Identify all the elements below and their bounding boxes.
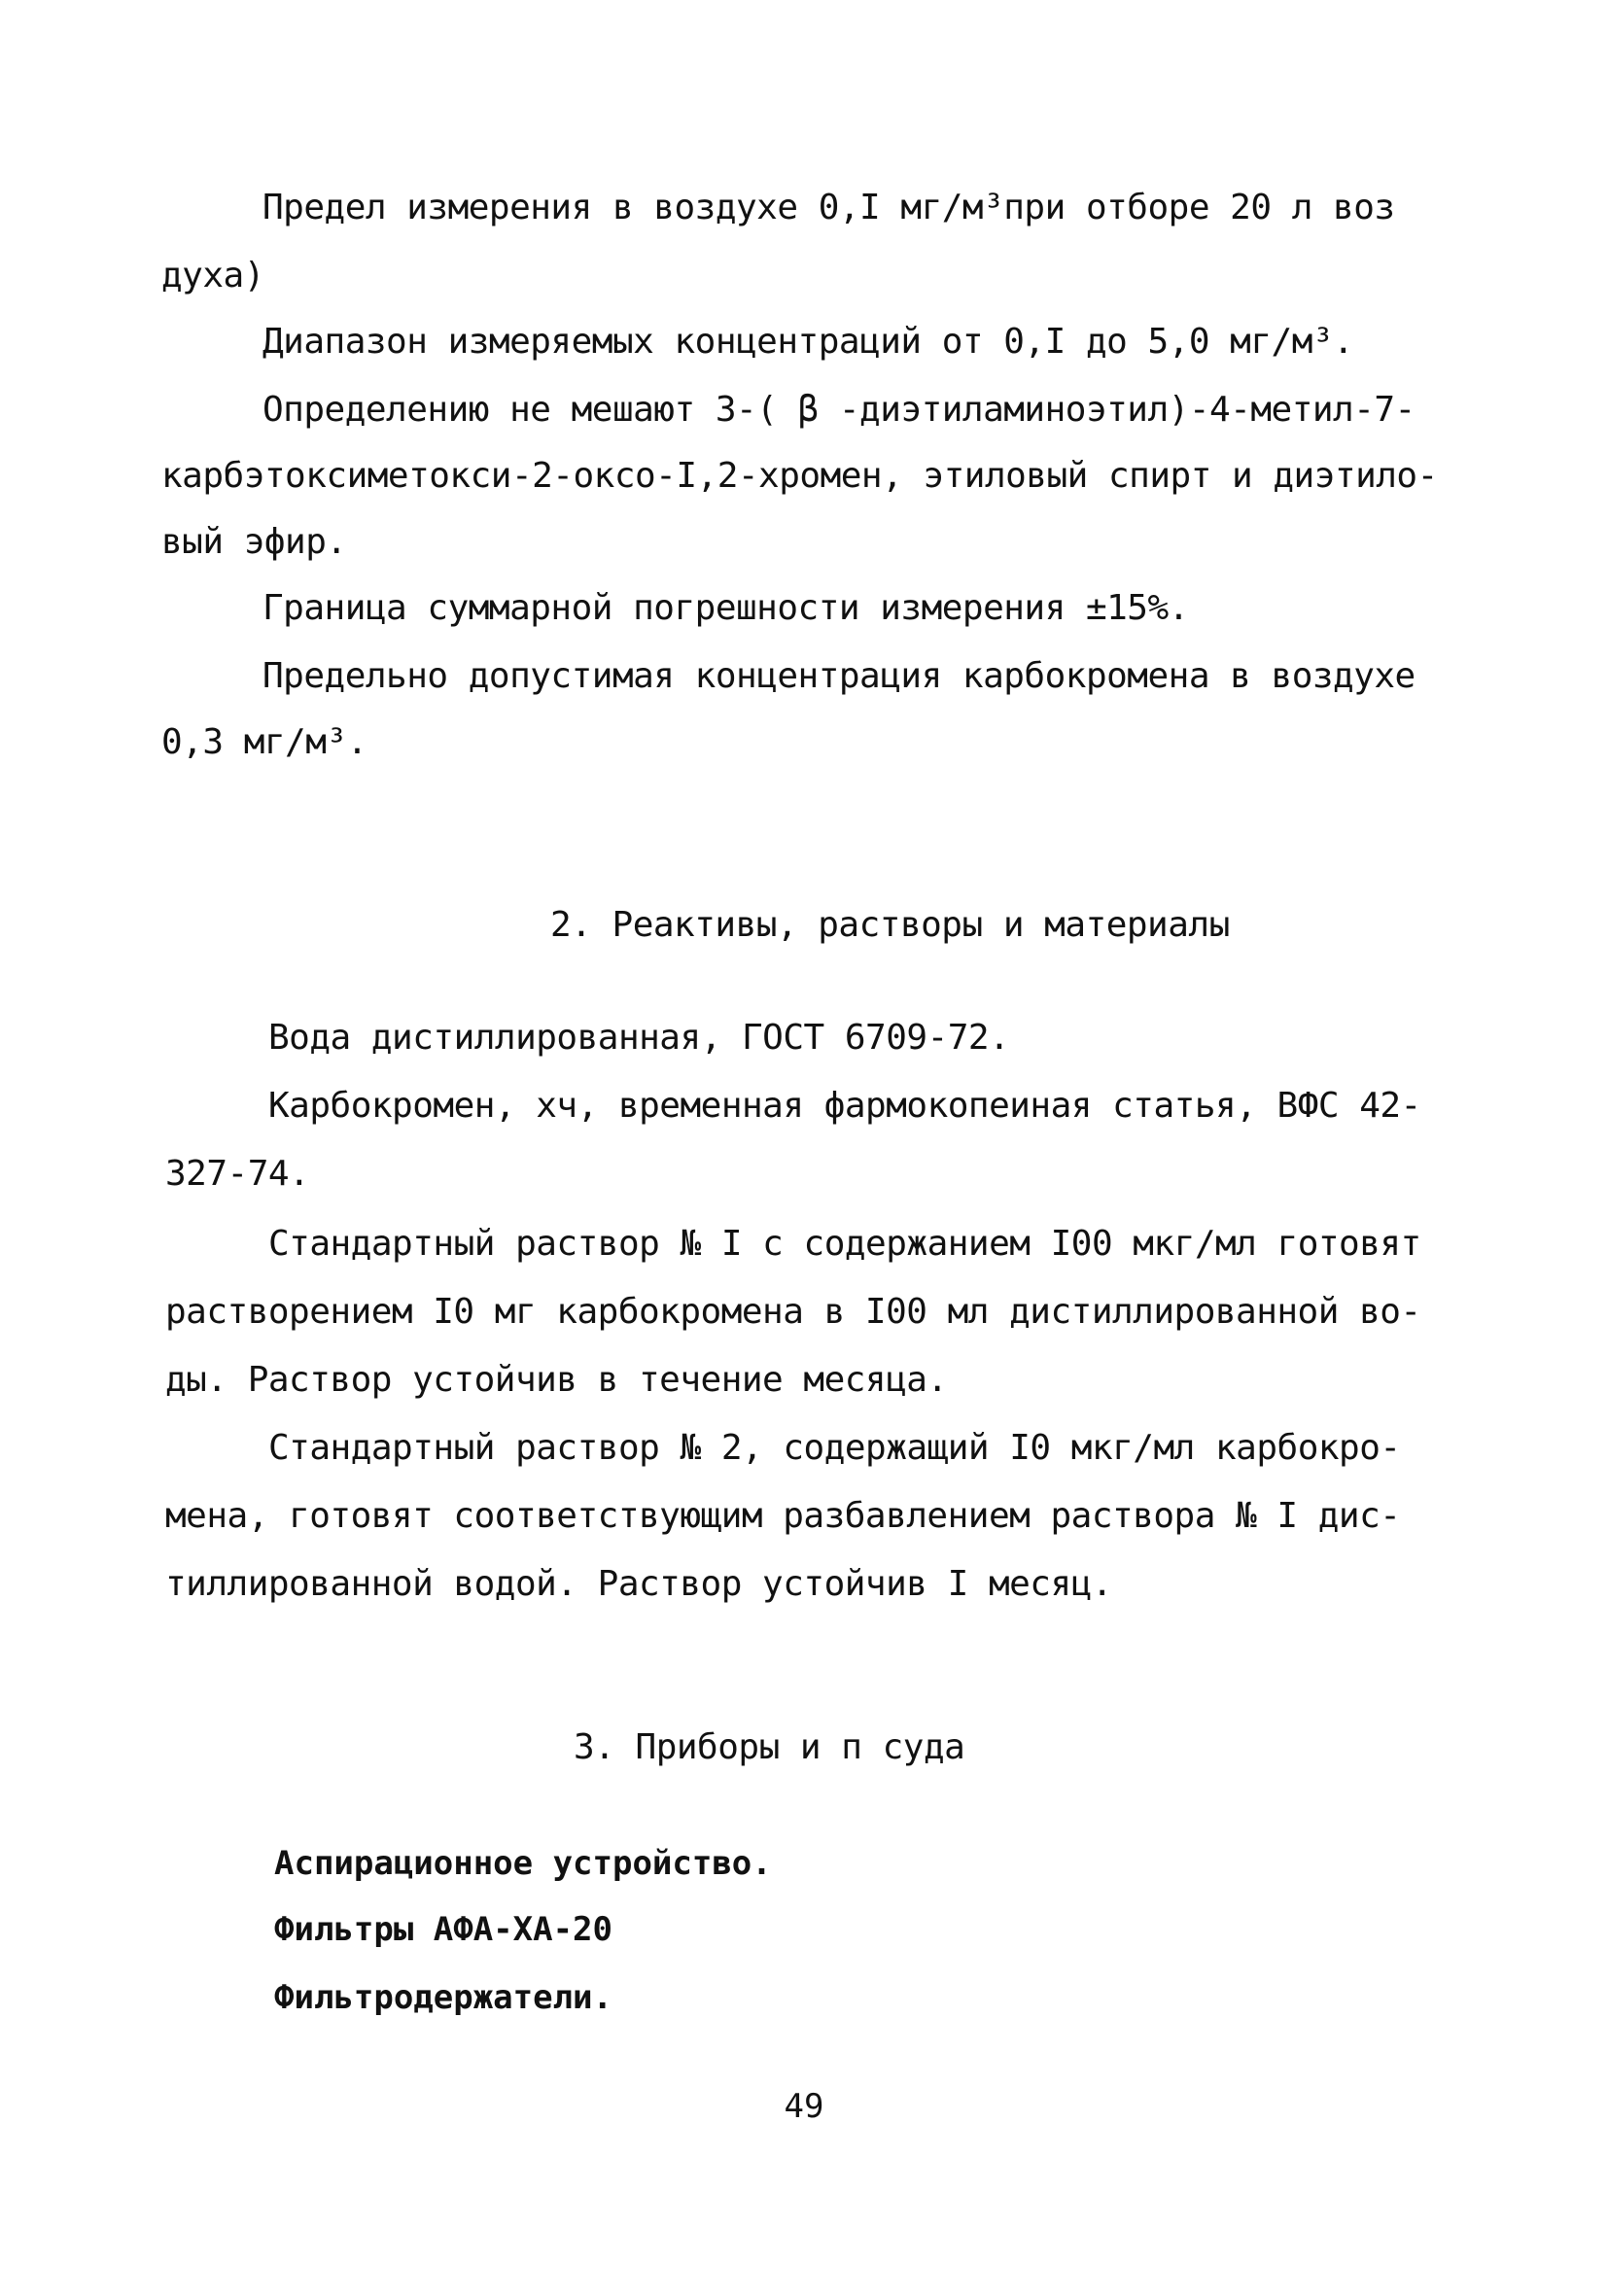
text-line: Предельно допустимая концентрация карбокромена в воздухе	[262, 656, 1416, 696]
text-line: 327-74.	[165, 1154, 310, 1194]
text-line: Граница суммарной погрешности измерения ±15%.	[262, 588, 1189, 628]
section-heading: 2. Реактивы, растворы и материалы	[550, 905, 1230, 945]
text-line: мена, готовят соответствующим разбавлением раствора № I дис-	[165, 1496, 1401, 1536]
text-line: тиллированной водой. Раствор устойчив I месяц.	[165, 1564, 1112, 1604]
text-line: Стандартный раствор № 2, содержащий I0 мкг/мл карбокро-	[268, 1428, 1401, 1468]
text-line: карбэтоксиметокси-2-оксо-I,2-хромен, этиловый спирт и диэтило-	[161, 456, 1438, 496]
text-line: Предел измерения в воздухе 0,I мг/м³при отборе 20 л воз	[262, 188, 1395, 227]
text-line: Диапазон измеряемых концентраций от 0,I до 5,0 мг/м³.	[262, 322, 1354, 362]
section-heading: 3. Приборы и п суда	[574, 1727, 965, 1767]
page-number: 49	[784, 2087, 824, 2126]
text-line: 0,3 мг/м³.	[161, 722, 367, 762]
text-line: духа)	[161, 256, 264, 296]
text-line: растворением I0 мг карбокромена в I00 мл дистиллированной во-	[165, 1292, 1421, 1332]
equipment-item: Аспирационное устройство.	[274, 1844, 772, 1883]
text-line: Карбокромен, хч, временная фармокопеиная статья, ВФС 42-	[268, 1086, 1421, 1126]
text-line: Вода дистиллированная, ГОСТ 6709-72.	[268, 1018, 1010, 1058]
text-line: ды. Раствор устойчив в течение месяца.	[165, 1360, 948, 1400]
text-line: Стандартный раствор № I с содержанием I00 мкг/мл готовят	[268, 1224, 1421, 1264]
equipment-item: Фильтры АФА-ХА-20	[274, 1910, 612, 1949]
equipment-item: Фильтродержатели.	[274, 1978, 612, 2017]
text-line: вый эфир.	[161, 522, 347, 562]
text-line: Определению не мешают 3-( β -диэтиламиноэтил)-4-метил-7-	[262, 390, 1416, 430]
